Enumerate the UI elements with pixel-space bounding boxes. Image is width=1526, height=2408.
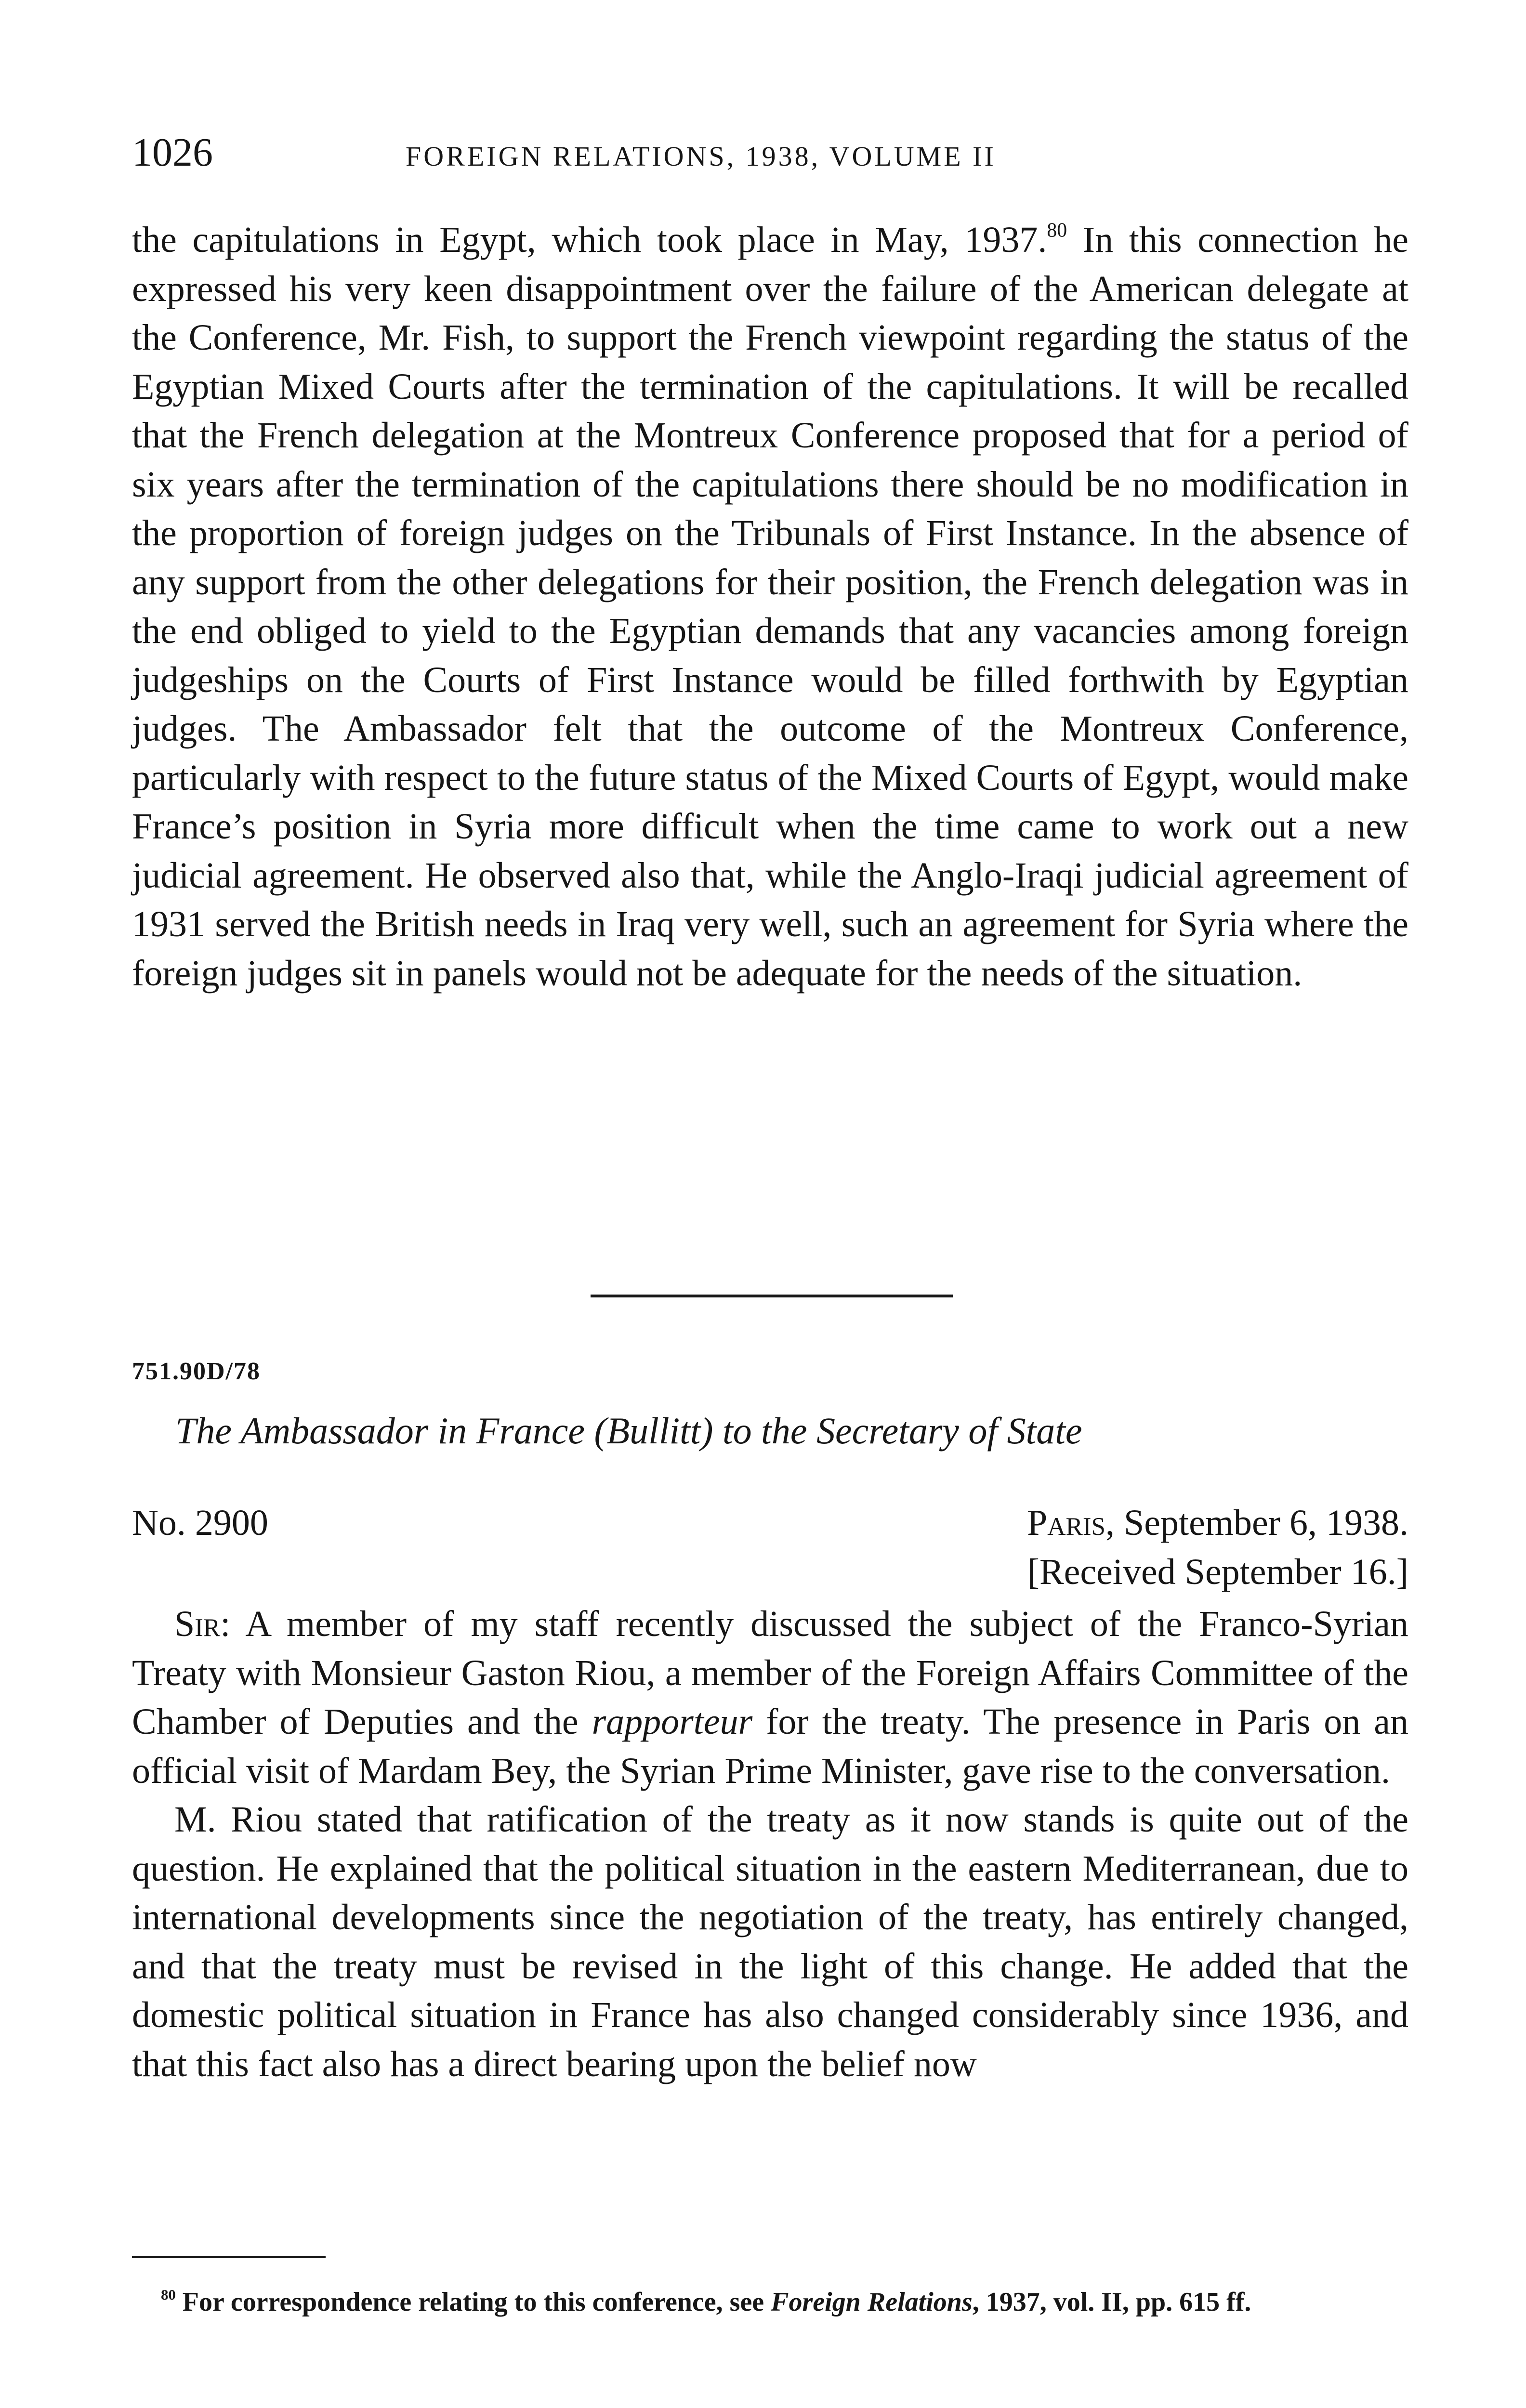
footnote-citation-title: Foreign Relations — [771, 2287, 973, 2317]
document-heading: The Ambassador in France (Bullitt) to the Secretary of State — [175, 1410, 1082, 1452]
dateline-place: Paris, — [1026, 1503, 1115, 1543]
footnote-reference[interactable]: 80 — [1047, 219, 1067, 242]
rapporteur-term: rapporteur — [592, 1701, 753, 1742]
dispatch-number: No. 2900 — [132, 1503, 268, 1543]
letter-paragraph-text-end: for the treaty. The presence in Paris on an official visit of Mardam Bey, the Syrian Prime Minister, gave rise to the conversation. — [132, 1701, 1408, 1791]
continuation-text-rest: In this connection he expressed his very keen disappointment over the failure of the American delegate at the Conference, Mr. Fish, to support the French viewpoint regarding the status of the Egyptian Mixed Courts after the termination of the capitulations. It will be recalled that the French delegation at the Montreux Conference proposed that for a period of six years after the termination of the capitulations there should be no modification in the proportion of foreign judges on the Tribunals of First Instance. In the absence of any support from the other delegations for their position, the French delegation was in the end obliged to yield to the Egyptian demands that any vacancies among foreign judgeships on the Courts of First Instance would be filled forthwith by Egyptian judges. The Ambassador felt that the outcome of the Montreux Conference, particularly with respect to the future status of the Mixed Courts of Egypt, would make France’s position in Syria more difficult when the time came to work out a new judicial agreement. He observed also that, while the Anglo-Iraqi judicial agreement of 1931 served the British needs in Iraq very well, such an agreement for Syria where the foreign judges sit in panels would not be adequate for the needs of the situation. — [132, 220, 1409, 994]
continuation-paragraph — [132, 216, 1408, 998]
dateline-date: September 6, 1938. — [1114, 1503, 1408, 1543]
letter-body — [132, 1600, 1408, 2089]
continuation-text-start: the capitulations in Egypt, which took place in May, 1937. — [132, 220, 1047, 260]
dateline-received: [Received September 16.] — [1027, 1551, 1408, 1592]
footnote-divider — [132, 2256, 326, 2258]
file-number: 751.90D/78 — [132, 1358, 261, 1385]
footnote-text: For correspondence relating to this conference, see — [175, 2287, 771, 2317]
dateline-place-date — [908, 1499, 1408, 1548]
section-divider — [591, 1295, 953, 1297]
footnote — [132, 2284, 1408, 2320]
running-title: FOREIGN RELATIONS, 1938, VOLUME II — [406, 141, 996, 172]
running-header — [132, 126, 1408, 179]
letter-paragraph: M. Riou stated that ratification of the treaty as it now stands is quite out of the question. He explained that the political situation in the eastern Mediterranean, due to international developments since the negotiation of the treaty, has entirely changed, and that the treaty must be revised in the light of this change. He added that the domestic political situation in France has also changed considerably since 1936, and that this fact also has a direct bearing upon the belief now — [132, 1799, 1408, 2084]
letter-paragraph — [132, 1600, 1408, 1795]
letter-paragraph-text: : A member of my staff recently discussed the subject of the Franco-Syrian Treaty with Monsieur Gaston Riou, a member of the Foreign Affairs Committee of the Chamber of Deputies and the — [132, 1604, 1408, 1742]
document-page — [132, 0, 1408, 2408]
page-number: 1026 — [132, 130, 213, 175]
dateline — [908, 1499, 1408, 1597]
salutation: Sir — [174, 1604, 221, 1644]
footnote-citation-rest: , 1937, vol. II, pp. 615 ff. — [972, 2287, 1251, 2317]
footnote-marker: 80 — [161, 2286, 176, 2303]
